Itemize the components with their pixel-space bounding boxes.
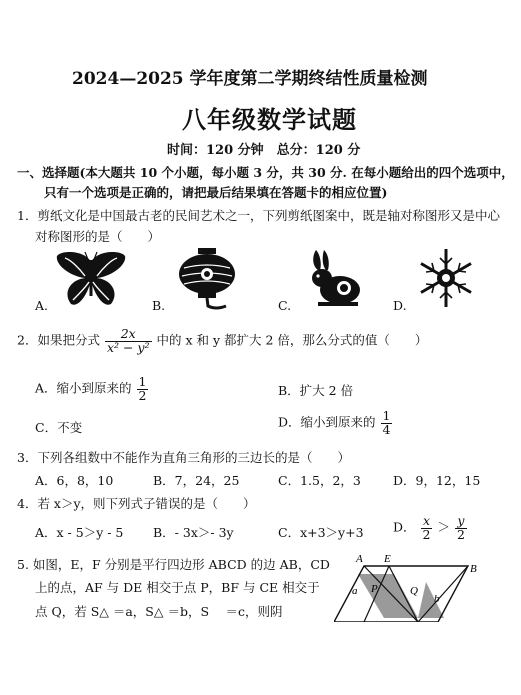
- q1-option-c: C.: [278, 298, 292, 313]
- q4-option-b: B．- 3x＞- 3y: [153, 525, 234, 540]
- q2-prefix: 2．如果把分式: [17, 332, 100, 348]
- q5-label-q: Q: [410, 585, 418, 597]
- q5-label-a-area: a: [352, 585, 358, 597]
- q5-line3: 点 Q，若 S△ ＝a，S△ ＝b，S ＝c，则阴: [35, 604, 283, 619]
- butterfly-image: [55, 250, 127, 308]
- q2-fraction-denominator: x² − y²: [106, 339, 150, 355]
- exam-title: 2024—2025 学年度第二学期终结性质量检测: [72, 69, 428, 89]
- q2-option-a: [35, 376, 149, 402]
- exam-subject-title: 八年级数学试题: [182, 105, 357, 134]
- q4-option-d-text: D．: [393, 519, 416, 535]
- q2-option-d-fraction: [381, 410, 393, 436]
- q2-option-a-den: 2: [138, 387, 147, 403]
- q4-option-d-right-fraction: [455, 515, 467, 541]
- exam-time-info: 时间：120 分钟 总分：120 分: [167, 143, 361, 158]
- q4-option-d-left-fraction: [421, 515, 433, 541]
- q5-parallelogram-figure: [334, 552, 484, 622]
- q1-option-a: A.: [35, 298, 49, 313]
- q4-d-left-den: 2: [422, 526, 431, 542]
- q2-option-a-text: A．缩小到原来的: [35, 380, 132, 396]
- lantern-image: [172, 248, 242, 310]
- q2-option-d-text: D．缩小到原来的: [278, 414, 376, 430]
- q2-suffix: 中的 x 和 y 都扩大 2 倍，那么分式的值（ ）: [156, 332, 428, 348]
- q1-line1: 1．剪纸文化是中国最古老的民间艺术之一，下列剪纸图案中，既是轴对称图形又是中心: [17, 208, 500, 223]
- q5-label-a: A: [356, 553, 363, 565]
- q5-line1: 5. 如图，E，F 分别是平行四边形 ABCD 的边 AB，CD: [17, 557, 330, 572]
- q1-line2: 对称图形的是（ ）: [35, 229, 161, 244]
- q2-fraction-numerator: 2x: [120, 326, 136, 341]
- q5-label-b-area: b: [434, 593, 440, 605]
- q4-d-left-num: x: [422, 513, 431, 528]
- q2-option-b: B．扩大 2 倍: [278, 383, 354, 398]
- q4-stem: 4．若 x＞y，则下列式子错误的是（ ）: [17, 496, 256, 511]
- q2-option-d-den: 4: [382, 421, 391, 437]
- q4-option-a: A．x - 5＞y - 5: [35, 525, 124, 540]
- q5-label-b: B: [470, 563, 477, 575]
- section1-heading: 一、选择题(本大题共 10 个小题，每小题 3 分，共 30 分. 在每小题给出的四个选项中，: [17, 165, 514, 180]
- q5-line2: 上的点，AF 与 DE 相交于点 P，BF 与 CE 相交于: [35, 580, 320, 595]
- snowflake-image: [415, 247, 477, 309]
- q3-option-b: B．7，24，25: [153, 473, 240, 488]
- q4-d-right-num: y: [457, 513, 465, 528]
- q3-stem: 3．下列各组数中不能作为直角三角形的三边长的是（ ）: [17, 450, 350, 465]
- q5-label-e: E: [384, 553, 391, 565]
- rabbit-image: [298, 248, 364, 308]
- q1-option-d: D.: [393, 298, 407, 313]
- q3-option-c: C．1.5，2，3: [278, 473, 361, 488]
- q3-option-d: D．9，12，15: [393, 473, 481, 488]
- q4-d-right-den: 2: [456, 526, 465, 542]
- q5-label-p: P: [371, 583, 378, 595]
- q3-option-a: A．6，8，10: [35, 473, 114, 488]
- q2-option-d-num: 1: [382, 408, 391, 423]
- q2-option-d: [278, 410, 393, 436]
- section1-heading-line2: 只有一个选项是正确的，请把最后结果填在答题卡的相应位置): [44, 185, 388, 200]
- q2-option-a-num: 1: [138, 374, 147, 389]
- q4-option-c: C．x+3＞y+3: [278, 525, 364, 540]
- q2-option-c: C．不变: [35, 420, 83, 435]
- q2-option-a-fraction: [137, 376, 149, 402]
- q4-d-operator: ＞: [437, 519, 450, 535]
- q4-option-d: [393, 515, 468, 541]
- q1-option-b: B.: [152, 298, 166, 313]
- q2-fraction: [105, 328, 152, 354]
- q2-stem: [17, 328, 427, 354]
